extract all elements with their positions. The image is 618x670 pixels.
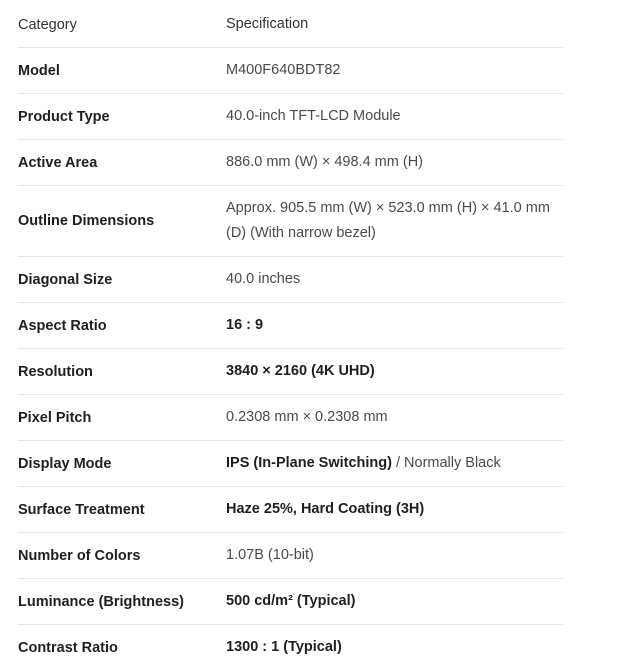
row-value: 16 : 9 [226, 317, 264, 333]
row-category: Number of Colors [18, 547, 141, 564]
row-category: Product Type [18, 108, 110, 125]
row-value: 3840 × 2160 (4K UHD) [226, 363, 375, 379]
row-value [226, 451, 563, 476]
row-category: Luminance (Brightness) [18, 593, 184, 610]
table-row [18, 625, 563, 670]
row-value: 1300 : 1 (Typical) [226, 639, 342, 655]
table-row [18, 140, 563, 186]
table-row [18, 487, 563, 533]
spec-table [18, 2, 563, 670]
row-value: 0.2308 mm × 0.2308 mm [226, 409, 388, 425]
table-row [18, 94, 563, 140]
table-row [18, 186, 563, 257]
row-value: 500 cd/m² (Typical) [226, 593, 356, 609]
table-row [18, 257, 563, 303]
row-category: Outline Dimensions [18, 213, 155, 229]
row-category: Diagonal Size [18, 271, 113, 288]
table-row [18, 441, 563, 487]
row-value: Approx. 905.5 mm (W) × 523.0 mm (H) × 41.0 mm (D) (With narrow bezel) [226, 200, 550, 241]
row-category: Surface Treatment [18, 501, 145, 518]
row-category: Active Area [18, 154, 98, 171]
row-value: 1.07B (10-bit) [226, 547, 314, 563]
row-value-rest: / Normally Black [391, 455, 501, 471]
row-category: Contrast Ratio [18, 639, 118, 656]
row-category: Pixel Pitch [18, 409, 92, 426]
header-specification: Specification [226, 16, 309, 32]
row-category: Display Mode [18, 455, 112, 472]
row-value: 886.0 mm (W) × 498.4 mm (H) [226, 154, 423, 170]
table-row [18, 579, 563, 625]
row-value: Haze 25%, Hard Coating (3H) [226, 501, 425, 517]
table-row [18, 349, 563, 395]
row-category: Aspect Ratio [18, 317, 107, 334]
table-row [18, 533, 563, 579]
table-row [18, 303, 563, 349]
row-category: Model [18, 62, 60, 79]
row-category: Resolution [18, 363, 93, 380]
row-value: M400F640BDT82 [226, 62, 341, 78]
table-row [18, 395, 563, 441]
row-value-bold: IPS (In-Plane Switching) [226, 455, 392, 471]
row-value: 40.0 inches [226, 271, 301, 287]
table-row [18, 48, 563, 94]
table-header-row [18, 2, 563, 48]
header-category: Category [18, 16, 77, 33]
row-value: 40.0-inch TFT-LCD Module [226, 108, 401, 124]
